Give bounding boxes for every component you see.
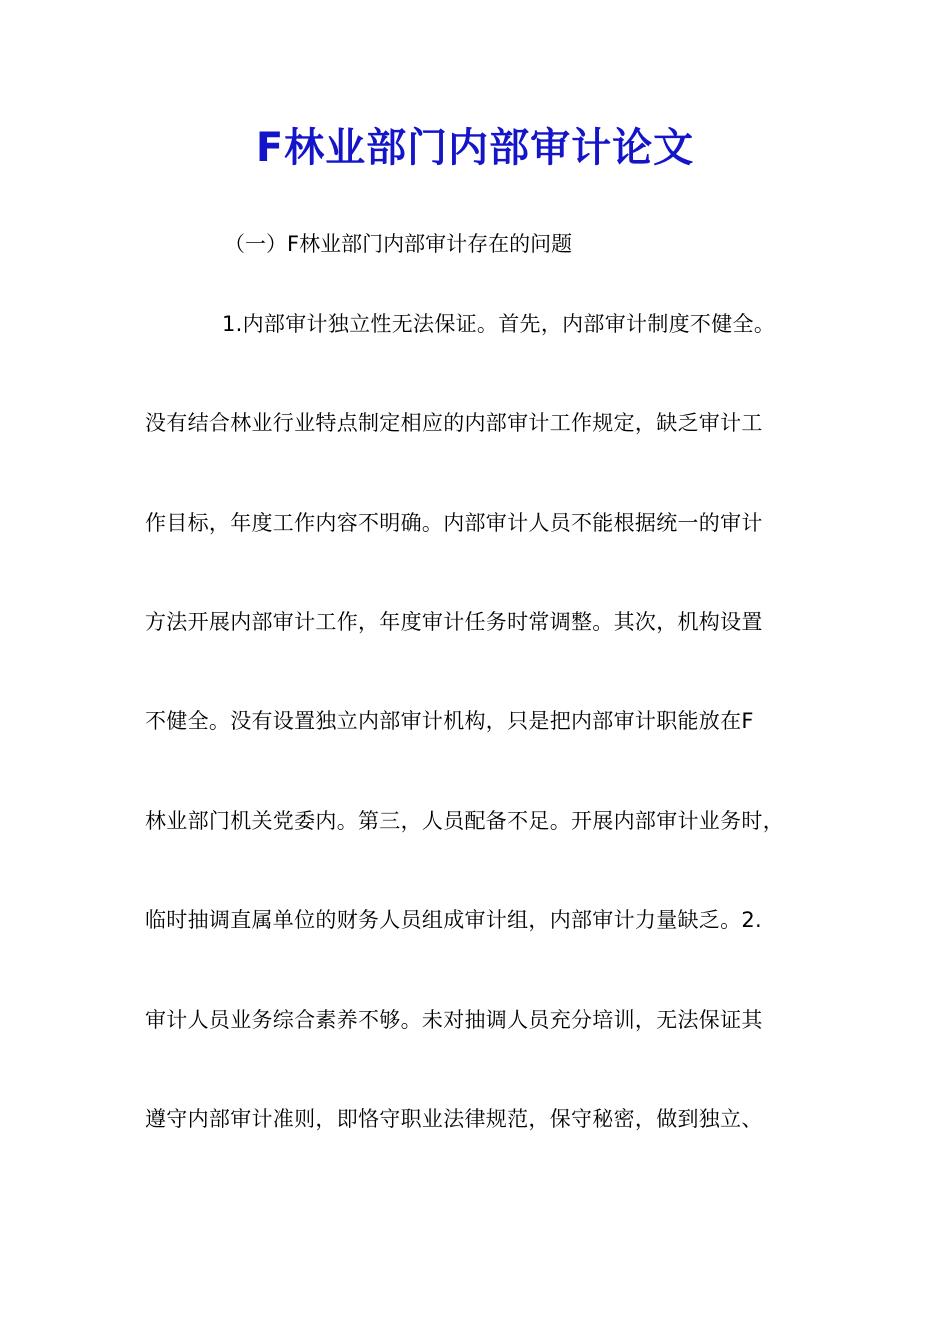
body-line-7: 临时抽调直属单位的财务人员组成审计组，内部审计力量缺乏。2. [145,908,763,932]
body-line-1: 1.内部审计独立性无法保证。首先，内部审计制度不健全。 [222,312,776,336]
body-line-8: 审计人员业务综合素养不够。未对抽调人员充分培训，无法保证其 [145,1008,763,1032]
body-line-2: 没有结合林业行业特点制定相应的内部审计工作规定，缺乏审计工 [145,411,763,435]
body-line-3: 作目标，年度工作内容不明确。内部审计人员不能根据统一的审计 [145,511,763,535]
body-line-9: 遵守内部审计准则，即恪守职业法律规范，保守秘密，做到独立、 [145,1107,763,1131]
document-title: F林业部门内部审计论文 [255,125,695,171]
section-heading: （一）F林业部门内部审计存在的问题 [224,232,573,256]
body-line-4: 方法开展内部审计工作，年度审计任务时常调整。其次，机构设置 [145,610,763,634]
body-line-6: 林业部门机关党委内。第三，人员配备不足。开展内部审计业务时， [145,809,784,833]
body-line-5: 不健全。没有设置独立内部审计机构，只是把内部审计职能放在F [145,709,754,733]
